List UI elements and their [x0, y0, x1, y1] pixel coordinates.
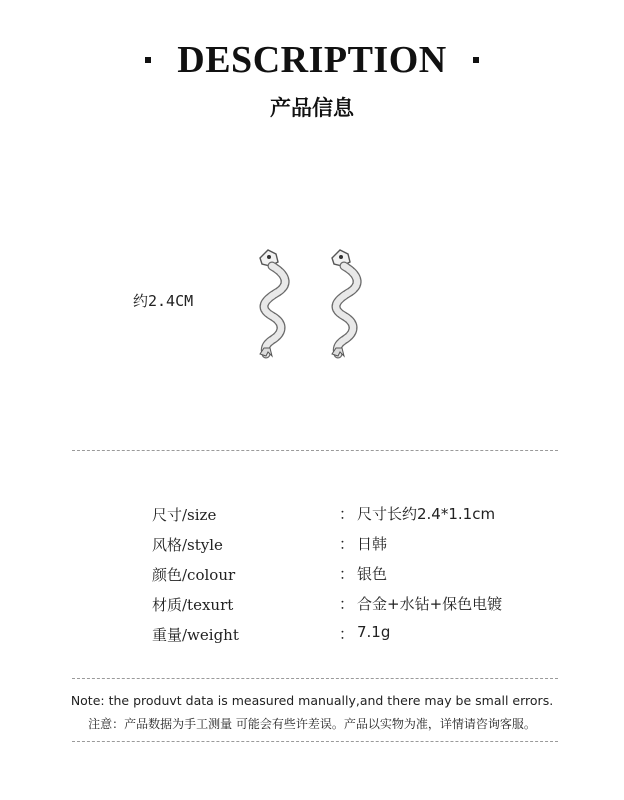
- spec-row-style: [152, 530, 552, 560]
- spec-label: 风格/style: [152, 536, 223, 554]
- spec-colon: ：: [339, 596, 355, 613]
- snake-earring-icon: [238, 244, 388, 362]
- spec-row-weight: [152, 620, 552, 650]
- note-english: Note: the produvt data is measured manually,and there may be small errors.: [70, 693, 554, 708]
- bullet-square-icon: [473, 57, 479, 63]
- bullet-square-icon: [145, 57, 151, 63]
- spec-row-colour: [152, 560, 552, 590]
- page-subtitle: 产品信息: [270, 96, 354, 120]
- spec-value: 日韩: [357, 535, 388, 553]
- size-annotation: 约2.4CM: [133, 292, 194, 310]
- spec-colon: ：: [339, 536, 355, 553]
- spec-value: 尺寸长约2.4*1.1cm: [357, 505, 496, 523]
- spec-colon: ：: [339, 626, 355, 643]
- divider-notes-top: [72, 678, 558, 679]
- spec-row-size: [152, 500, 552, 530]
- header: [0, 38, 624, 122]
- spec-value: 7.1g: [357, 623, 391, 641]
- spec-label: 重量/weight: [152, 626, 239, 644]
- spec-row-material: [152, 590, 552, 620]
- note-chinese: 注意：产品数据为手工测量 可能会有些许差误。产品以实物为准，详情请咨询客服。: [88, 717, 536, 731]
- spec-table: [152, 500, 552, 650]
- spec-label: 尺寸/size: [152, 506, 217, 524]
- spec-colon: ：: [339, 506, 355, 523]
- divider-notes-bottom: [72, 741, 558, 742]
- spec-value: 银色: [357, 565, 388, 583]
- divider-top: [72, 450, 558, 451]
- spec-label: 颜色/colour: [152, 566, 236, 584]
- title-row: [0, 38, 624, 82]
- spec-label: 材质/texurt: [152, 596, 234, 614]
- spec-colon: ：: [339, 566, 355, 583]
- page-title: DESCRIPTION: [177, 39, 447, 81]
- spec-value: 合金+水钻+保色电镀: [357, 595, 503, 613]
